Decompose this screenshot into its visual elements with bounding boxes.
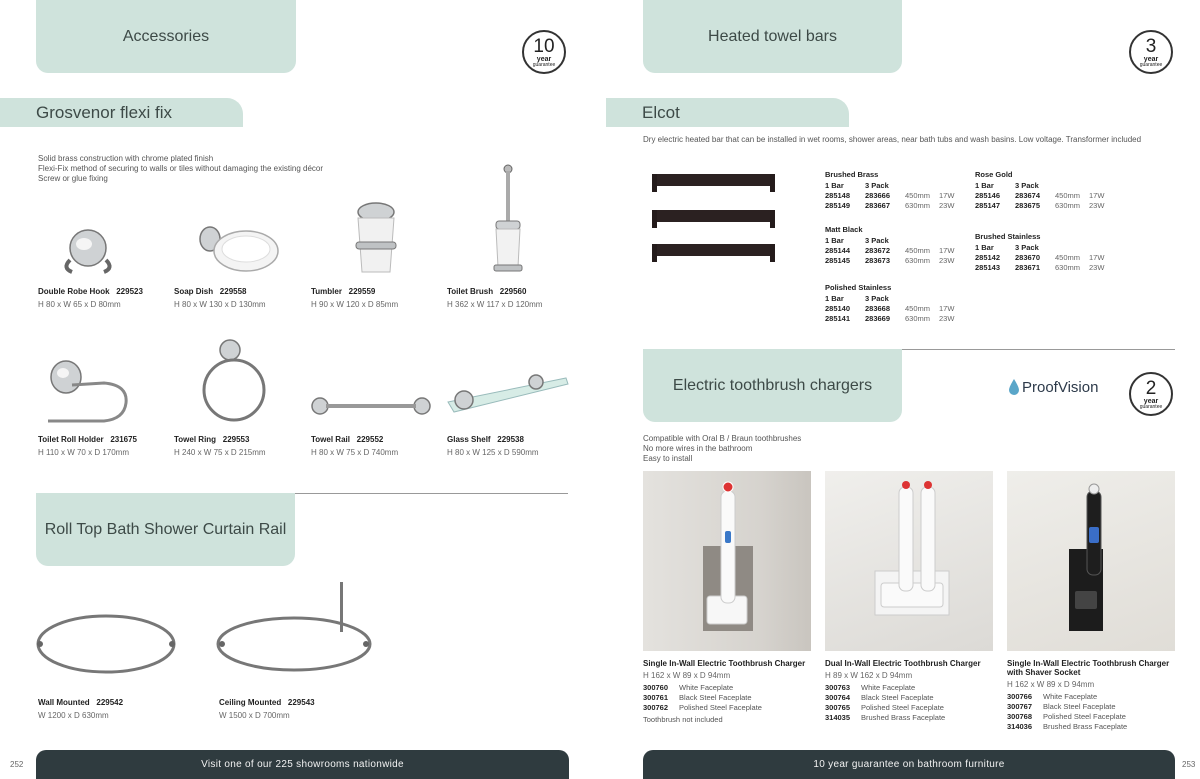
page-number-right: 253 <box>1182 760 1196 769</box>
elcot-title: Elcot <box>642 102 680 122</box>
product-name: Towel Rail <box>311 435 350 444</box>
single-charger-photo <box>643 471 811 651</box>
shaver-socket-charger-photo <box>1007 471 1175 651</box>
code-row: 285147 283675 630mm 23W <box>975 201 1105 210</box>
droplet-icon <box>1008 378 1020 396</box>
grosvenor-desc-line: Solid brass construction with chrome plated finish <box>38 154 214 163</box>
elcot-group-rose-gold <box>975 170 1104 211</box>
guarantee-label: guarantee <box>532 61 556 68</box>
right-footer-banner <box>643 750 1175 779</box>
pack-header: 3 Pack <box>865 181 889 190</box>
guarantee-year: year <box>1143 55 1159 63</box>
guarantee-badge-2 <box>1129 372 1173 416</box>
code-row: 285142 283670 450mm 17W <box>975 253 1105 262</box>
elcot-group-brushed-brass <box>825 170 954 211</box>
pack-header: 1 Bar <box>975 181 994 190</box>
product-code: 229553 <box>222 435 250 444</box>
elcot-section-header <box>606 98 849 127</box>
code-row: 300760 White Faceplate <box>643 683 734 692</box>
tumbler-image <box>348 200 404 278</box>
grosvenor-section-header <box>0 98 243 127</box>
product-toilet-roll-holder <box>38 435 137 457</box>
product-dims: H 80 x W 65 x D 80mm <box>38 300 121 309</box>
product-name: Toilet Brush <box>447 287 494 296</box>
product-code: 229538 <box>497 435 524 444</box>
product-dims: H 80 x W 75 x D 740mm <box>311 448 399 457</box>
product-dims: W 1500 x D 700mm <box>219 711 290 720</box>
code-row: 285141 283669 630mm 23W <box>825 314 955 323</box>
ceiling-mounted-rail-image <box>212 580 380 684</box>
code-row: 314035 Brushed Brass Faceplate <box>825 713 946 722</box>
product-wall-mounted <box>38 698 123 720</box>
guarantee-number: 2 <box>1145 377 1157 399</box>
dual-charger-illustration <box>825 471 993 651</box>
pack-header: 3 Pack <box>865 236 889 245</box>
pack-header: 1 Bar <box>825 181 844 190</box>
code-row: 300768 Polished Steel Faceplate <box>1007 712 1126 721</box>
code-row: 300761 Black Steel Faceplate <box>643 693 752 702</box>
product-code: 229560 <box>499 287 527 296</box>
product-name: Glass Shelf <box>447 435 491 444</box>
product-ceiling-mounted <box>219 698 315 720</box>
toilet-brush-image <box>488 163 528 275</box>
elcot-group-matt-black <box>825 225 954 266</box>
code-row: 300762 Polished Steel Faceplate <box>643 703 762 712</box>
pack-header: 3 Pack <box>865 294 889 303</box>
product-dims: H 162 x W 89 x D 94mm <box>643 671 731 680</box>
product-code: 229552 <box>356 435 384 444</box>
product-shaver-socket-charger <box>1007 659 1187 732</box>
pack-header: 3 Pack <box>1015 181 1039 190</box>
heated-towel-bars-tab <box>643 0 902 73</box>
brand-name: ProofVision <box>1022 378 1099 396</box>
code-row: 285143 283671 630mm 23W <box>975 263 1105 272</box>
towel-rail-image <box>302 395 442 417</box>
product-code: 229523 <box>116 287 143 296</box>
code-row: 285140 283668 450mm 17W <box>825 304 955 313</box>
code-row: 285148 283666 450mm 17W <box>825 191 955 200</box>
product-name: Double Robe Hook <box>38 287 110 296</box>
single-charger-illustration <box>643 471 811 651</box>
guarantee-badge-3 <box>1129 30 1173 74</box>
accessories-tab <box>36 0 296 73</box>
product-name: Wall Mounted <box>38 698 90 707</box>
toilet-roll-holder-image <box>42 355 134 427</box>
guarantee-number: 3 <box>1145 35 1157 57</box>
rolltop-section-header <box>36 493 295 566</box>
heated-towel-bars-title: Heated towel bars <box>708 27 837 45</box>
group-name: Brushed Stainless <box>975 232 1041 241</box>
product-name: Tumbler <box>311 287 342 296</box>
code-row: 300764 Black Steel Faceplate <box>825 693 934 702</box>
product-name: Ceiling Mounted <box>219 698 282 707</box>
product-towel-ring <box>174 435 266 457</box>
guarantee-year: year <box>536 55 552 63</box>
guarantee-label: guarantee <box>1139 61 1163 68</box>
dual-charger-photo <box>825 471 993 651</box>
towel-ring-image <box>200 338 270 428</box>
soap-dish-image <box>196 215 282 277</box>
grosvenor-title: Grosvenor flexi fix <box>36 102 173 122</box>
code-row: 314036 Brushed Brass Faceplate <box>1007 722 1128 731</box>
product-dims: H 240 x W 75 x D 215mm <box>174 448 266 457</box>
product-dims: H 90 x W 120 x D 85mm <box>311 300 399 309</box>
product-glass-shelf <box>447 435 539 457</box>
grosvenor-desc-line: Flexi-Fix method of securing to walls or tiles without damaging the existing décor <box>38 164 324 173</box>
code-row: 300763 White Faceplate <box>825 683 916 692</box>
pack-header: 1 Bar <box>825 236 844 245</box>
pack-header: 1 Bar <box>975 243 994 252</box>
group-name: Brushed Brass <box>825 170 879 179</box>
guarantee-label: guarantee <box>1139 403 1163 410</box>
toothbrush-description <box>643 434 801 464</box>
rolltop-title: Roll Top Bath Shower Curtain Rail <box>44 520 287 538</box>
product-towel-rail <box>311 435 398 457</box>
heated-bars-image <box>648 168 780 270</box>
robe-hook-image <box>50 222 130 282</box>
toothbrush-desc-line: Easy to install <box>643 454 693 463</box>
product-code: 229559 <box>348 287 376 296</box>
section-divider <box>295 493 568 494</box>
code-row: 300766 White Faceplate <box>1007 692 1098 701</box>
code-row: 300765 Polished Steel Faceplate <box>825 703 944 712</box>
guarantee-badge-10 <box>522 30 566 74</box>
product-toilet-brush <box>447 287 542 309</box>
product-code: 231675 <box>110 435 138 444</box>
product-dims: H 110 x W 70 x D 170mm <box>38 448 129 457</box>
code-row: 300767 Black Steel Faceplate <box>1007 702 1116 711</box>
left-footer-text: Visit one of our 225 showrooms nationwide <box>201 759 404 770</box>
product-note: Toothbrush not included <box>643 715 723 724</box>
pack-header: 1 Bar <box>825 294 844 303</box>
toothbrush-desc-line: Compatible with Oral B / Braun toothbrushes <box>643 434 802 443</box>
right-footer-text: 10 year guarantee on bathroom furniture <box>813 759 1005 770</box>
page-number-left: 252 <box>10 760 24 769</box>
product-name: Single In-Wall Electric Toothbrush Charger <box>643 659 806 668</box>
product-dims: W 1200 x D 630mm <box>38 711 109 720</box>
grosvenor-description <box>38 154 323 184</box>
code-row: 285149 283667 630mm 23W <box>825 201 955 210</box>
product-code: 229542 <box>96 698 124 707</box>
product-name: Towel Ring <box>174 435 217 444</box>
elcot-group-brushed-stainless <box>975 232 1104 273</box>
toothbrush-section-header <box>643 349 902 422</box>
pack-header: 3 Pack <box>1015 243 1039 252</box>
section-divider <box>902 349 1175 350</box>
guarantee-number: 10 <box>533 35 555 57</box>
group-name: Matt Black <box>825 225 863 234</box>
left-footer-banner <box>36 750 569 779</box>
product-dims: H 80 x W 125 x D 590mm <box>447 448 539 457</box>
product-single-charger <box>643 659 813 725</box>
group-name: Polished Stainless <box>825 283 892 292</box>
toothbrush-title: Electric toothbrush chargers <box>672 376 873 394</box>
product-dims: H 80 x W 130 x D 130mm <box>174 300 266 309</box>
product-code: 229543 <box>287 698 315 707</box>
product-dual-charger <box>825 659 995 723</box>
product-name: Dual In-Wall Electric Toothbrush Charger <box>825 659 981 668</box>
product-name: Toilet Roll Holder <box>38 435 104 444</box>
product-tumbler <box>311 287 398 309</box>
code-row: 285146 283674 450mm 17W <box>975 191 1105 200</box>
group-name: Rose Gold <box>975 170 1013 179</box>
toothbrush-desc-line: No more wires in the bathroom <box>643 444 753 453</box>
product-name-line2: with Shaver Socket <box>1007 668 1081 677</box>
product-code: 229558 <box>219 287 247 296</box>
product-dims: H 362 x W 117 x D 120mm <box>447 300 543 309</box>
grosvenor-desc-line: Screw or glue fixing <box>38 174 108 183</box>
product-name: Single In-Wall Electric Toothbrush Charger <box>1007 659 1170 668</box>
product-soap-dish <box>174 287 266 309</box>
product-dims: H 162 x W 89 x D 94mm <box>1007 680 1095 689</box>
elcot-group-polished-stainless <box>825 283 954 324</box>
code-row: 285144 283672 450mm 17W <box>825 246 955 255</box>
proofvision-logo <box>1008 378 1098 396</box>
product-dims: H 89 x W 162 x D 94mm <box>825 671 913 680</box>
elcot-description: Dry electric heated bar that can be installed in wet rooms, shower areas, near bath tubs and wash basins. Low voltage. Transformer included <box>643 135 1142 144</box>
guarantee-year: year <box>1143 397 1159 405</box>
code-row: 285145 283673 630mm 23W <box>825 256 955 265</box>
glass-shelf-image <box>444 368 570 418</box>
wall-mounted-rail-image <box>32 604 182 680</box>
product-name: Soap Dish <box>174 287 214 296</box>
accessories-title: Accessories <box>122 27 210 45</box>
shaver-charger-illustration <box>1007 471 1175 651</box>
product-double-robe-hook <box>38 287 143 309</box>
